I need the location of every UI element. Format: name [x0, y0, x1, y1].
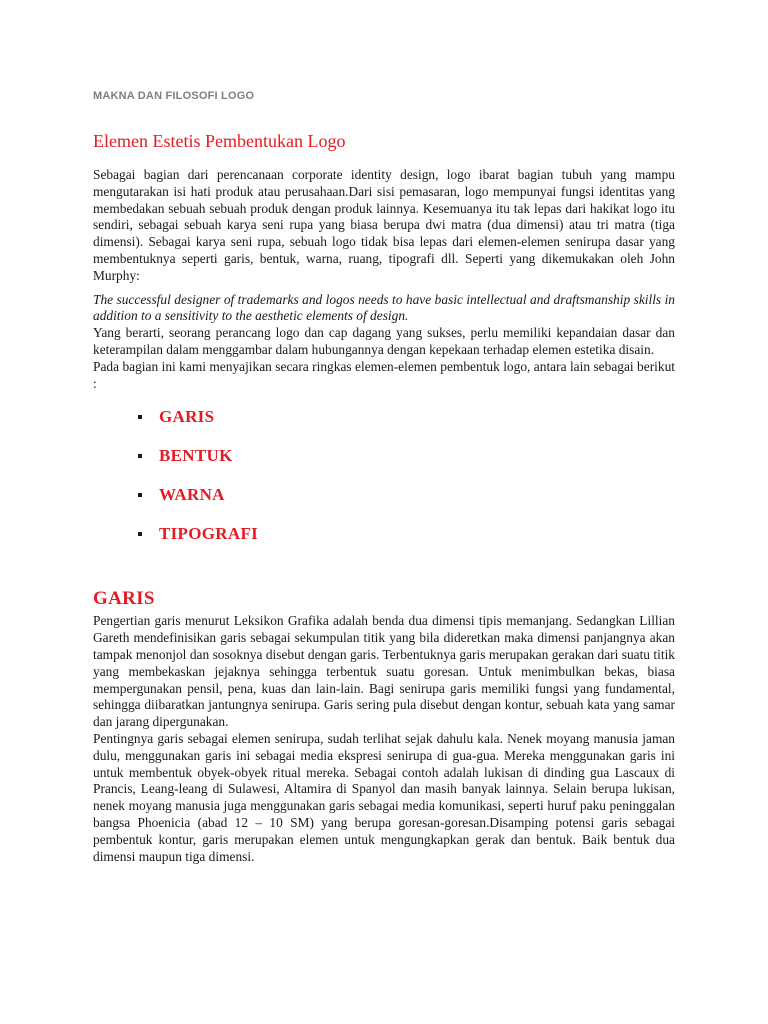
list-item — [93, 484, 675, 523]
document-header-label: MAKNA DAN FILOSOFI LOGO — [93, 90, 255, 102]
list-item-label: TIPOGRAFI — [159, 524, 259, 544]
list-item-label: BENTUK — [159, 446, 233, 466]
section-paragraph-2: Pentingnya garis sebagai elemen senirupa, sudah terlihat sejak dahulu kala. Nenek moyang manusia jaman dulu, menggunakan garis ini sebagai media ekspresi senirupa di gua-gua. Mereka menggunakan garis ini untuk membentuk obyek-obyek ritual mereka. Sebagai contoh adalah lukisan di dinding gua Lascaux di Prancis, Leang-leang di Sulawesi, Altamira di Spanyol dan masih banyak lainnya. Selain berupa lukisan, nenek moyang manusia juga menggunakan garis sebagai media komunikasi, seperti huruf paku peninggalan bangsa Phoenicia (abad 12 – 10 SM) yang berupa goresan-goresan.Disamping potensi garis sebagai pembentuk kontur, garis merupakan elemen untuk mengungkapkan gerak dan bentuk. Baik bentuk dua dimensi maupun tiga dimensi. — [93, 730, 675, 864]
intro-paragraph: Sebagai bagian dari perencanaan corporate identity design, logo ibarat bagian tubuh yang mampu mengutarakan isi hati produk atau perusahaan.Dari sisi pemasaran, logo mempunyai fungsi identitas yang membedakan sebuah sebuah produk dengan produk lainnya. Kesemuanya itu tak lepas dari hakikat logo itu sendiri, sebagai sebuah karya seni rupa yang biasa berupa dwi matra (dua dimensi) atau tri matra (tiga dimensi). Sebagai karya seni rupa, sebuah logo tidak bisa lepas dari elemen-elemen senirupa dasar yang membentuknya seperti garis, bentuk, warna, ruang, tipografi dll. Seperti yang dikemukakan oleh John Murphy: — [93, 167, 675, 283]
list-item — [93, 406, 675, 445]
list-intro-paragraph: Pada bagian ini kami menyajikan secara ringkas elemen-elemen pembentuk logo, antara lain sebagai berikut : — [93, 358, 675, 391]
section-title-garis: GARIS — [93, 588, 155, 610]
square-bullet-icon — [138, 493, 142, 497]
list-item — [93, 445, 675, 484]
list-item-label: WARNA — [159, 485, 225, 505]
page-title: Elemen Estetis Pembentukan Logo — [93, 131, 346, 151]
list-item — [93, 523, 675, 562]
square-bullet-icon — [138, 532, 142, 536]
section-paragraph-1: Pengertian garis menurut Leksikon Grafika adalah benda dua dimensi tipis memanjang. Sedangkan Lillian Gareth mendefinisikan garis sebagai sekumpulan titik yang bila dideretkan maka dimensi panjangnya akan tampak menonjol dan sosoknya disebut dengan garis. Terbentuknya garis merupakan gerakan dari suatu titik yang membekaskan jejaknya sehingga terbentuk suatu goresan. Untuk menimbulkan bekas, biasa mempergunakan pensil, pena, kuas dan lain-lain. Bagi senirupa garis memiliki fungsi yang fundamental, sehingga diibaratkan jantungnya senirupa. Garis sering pula disebut dengan kontur, sebuah kata yang samar dan jarang dipergunakan. — [93, 613, 675, 730]
quote-translation-paragraph: Yang berarti, seorang perancang logo dan cap dagang yang sukses, perlu memiliki kepandaian dasar dan keterampilan dalam menggambar dalam hubungannya dengan kepekaan terhadap elemen estetika disain. — [93, 325, 675, 357]
document-body — [93, 130, 675, 865]
square-bullet-icon — [138, 454, 142, 458]
square-bullet-icon — [138, 415, 142, 419]
quote-paragraph: The successful designer of trademarks and logos needs to have basic intellectual and draftsmanship skills in addition to a sensitivity to the aesthetic elements of design. — [93, 291, 675, 324]
list-item-label: GARIS — [159, 407, 215, 427]
elements-list — [93, 406, 675, 562]
